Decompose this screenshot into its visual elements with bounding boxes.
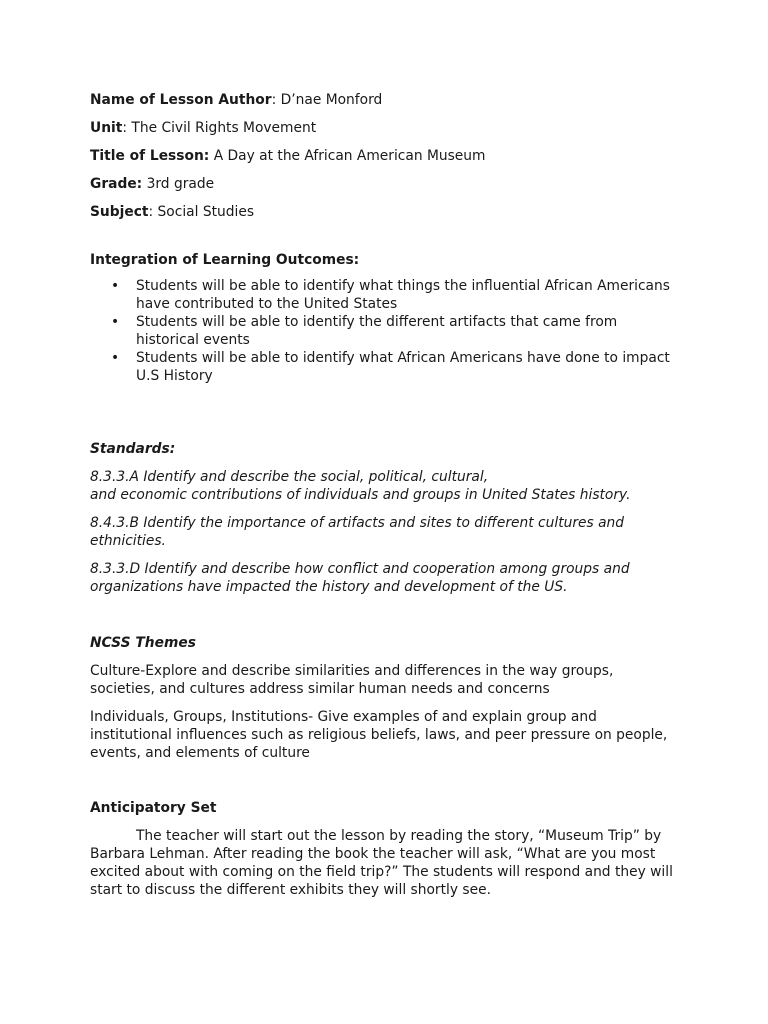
ncss-line: events, and elements of culture: [90, 745, 310, 761]
meta-label: Title of Lesson:: [90, 148, 210, 164]
meta-value: Social Studies: [157, 204, 255, 220]
outcome-line: Students will be able to identify what African Americans have done to impact: [136, 350, 670, 366]
lesson-author-line: [90, 91, 690, 109]
meta-value: The Civil Rights Movement: [131, 120, 317, 136]
meta-separator: :: [271, 92, 281, 108]
standard-item: [90, 468, 690, 504]
bullet-icon: •: [111, 350, 120, 366]
meta-value: D’nae Monford: [280, 92, 383, 108]
ncss-heading: NCSS Themes: [90, 635, 196, 651]
ncss-line: Culture-Explore and describe similarities and differences in the way groups,: [90, 663, 614, 679]
outcome-line: Students will be able to identify the different artifacts that came from: [136, 314, 618, 330]
anticipatory-line: The teacher will start out the lesson by reading the story, “Museum Trip” by: [136, 828, 662, 844]
outcomes-heading: Integration of Learning Outcomes:: [90, 252, 360, 268]
standard-line: 8.4.3.B Identify the importance of artifacts and sites to different cultures and: [90, 515, 625, 531]
meta-value: 3rd grade: [146, 176, 215, 192]
meta-value: A Day at the African American Museum: [213, 148, 486, 164]
meta-label: Grade:: [90, 176, 143, 192]
anticipatory-paragraph: [90, 827, 690, 899]
standard-line: 8.3.3.D Identify and describe how conflict and cooperation among groups and: [90, 561, 630, 577]
list-item: [90, 313, 690, 349]
meta-label: Name of Lesson Author: [90, 92, 272, 108]
bullet-icon: •: [111, 314, 120, 330]
subject-line: [90, 203, 690, 221]
list-item: [90, 349, 690, 385]
outcome-line: Students will be able to identify what things the influential African Americans: [136, 278, 670, 294]
lesson-title-line: [90, 147, 690, 165]
ncss-line: Individuals, Groups, Institutions- Give examples of and explain group and: [90, 709, 597, 725]
bullet-icon: •: [111, 278, 120, 294]
standard-item: [90, 514, 690, 550]
ncss-item: [90, 662, 690, 698]
anticipatory-line: excited about with coming on the field trip?” The students will respond and they will: [90, 864, 673, 880]
meta-label: Unit: [90, 120, 123, 136]
anticipatory-line: Barbara Lehman. After reading the book the teacher will ask, “What are you most: [90, 846, 656, 862]
ncss-line: societies, and cultures address similar human needs and concerns: [90, 681, 550, 697]
ncss-item: [90, 708, 690, 762]
standards-heading: Standards:: [90, 441, 176, 457]
anticipatory-line: start to discuss the different exhibits they will shortly see.: [90, 882, 491, 898]
standard-line: and economic contributions of individuals and groups in United States history.: [90, 487, 631, 503]
meta-separator: :: [122, 120, 132, 136]
outcome-line: U.S History: [136, 368, 213, 384]
outcome-line: historical events: [136, 332, 250, 348]
standard-line: organizations have impacted the history and development of the US.: [90, 579, 568, 595]
standard-item: [90, 560, 690, 596]
anticipatory-heading: Anticipatory Set: [90, 800, 217, 816]
meta-label: Subject: [90, 204, 149, 220]
standard-line: 8.3.3.A Identify and describe the social, political, cultural,: [90, 469, 489, 485]
outcome-line: have contributed to the United States: [136, 296, 398, 312]
grade-line: [90, 175, 690, 193]
list-item: [90, 277, 690, 313]
standard-line: ethnicities.: [90, 533, 166, 549]
ncss-line: institutional influences such as religious beliefs, laws, and peer pressure on people,: [90, 727, 668, 743]
meta-separator: :: [148, 204, 158, 220]
outcomes-list: [90, 277, 690, 385]
document-page: [90, 91, 690, 899]
unit-line: [90, 119, 690, 137]
